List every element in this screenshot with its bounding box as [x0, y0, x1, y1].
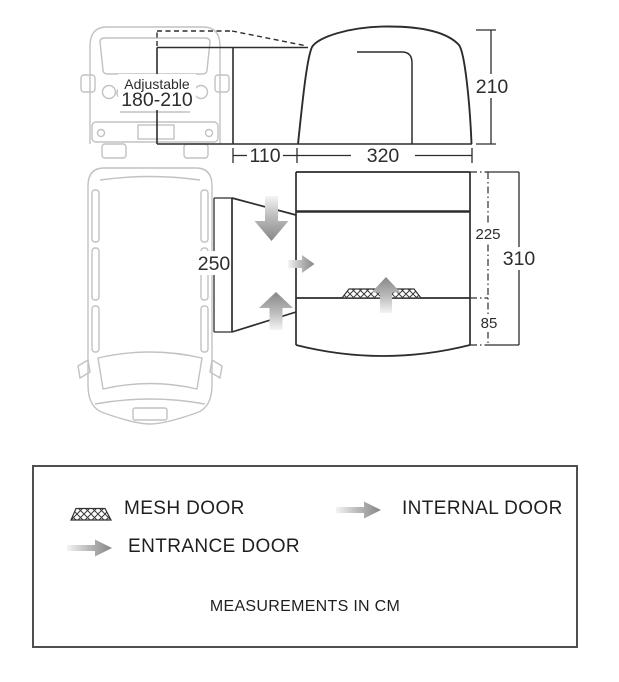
entrance-door-arrow-down: [255, 196, 289, 241]
front-depth-value: 85: [480, 315, 498, 332]
adjustable-text: Adjustable: [124, 76, 190, 92]
tunnel-top-view: [232, 198, 296, 332]
awning-height-value: 210: [475, 76, 509, 98]
entrance-door-label: ENTRANCE DOOR: [128, 536, 300, 557]
legend-box: [32, 465, 578, 648]
awning-width-value: 320: [366, 145, 400, 167]
entrance-door-icon: [67, 538, 113, 563]
entrance-door-arrow-up: [259, 292, 293, 330]
van-attachment-value: 250: [197, 253, 231, 275]
mesh-door-icon: [70, 507, 112, 527]
awning-front-view: [298, 27, 472, 145]
living-depth-value: 225: [475, 226, 501, 243]
mesh-door-label: MESH DOOR: [124, 498, 245, 519]
van-top-view: [78, 168, 222, 424]
tunnel-width-value: 110: [249, 145, 281, 167]
tunnel-front-view: [157, 48, 472, 145]
adjustable-height-label: [118, 74, 196, 111]
awning-top-view: [296, 172, 470, 356]
total-depth-value: 310: [502, 248, 536, 270]
adjustable-range-text: 180-210: [121, 89, 193, 111]
internal-door-arrow: [288, 255, 315, 273]
internal-door-icon: [336, 500, 382, 525]
measurements-note: MEASUREMENTS IN CM: [209, 598, 401, 615]
internal-door-label: INTERNAL DOOR: [402, 498, 563, 519]
